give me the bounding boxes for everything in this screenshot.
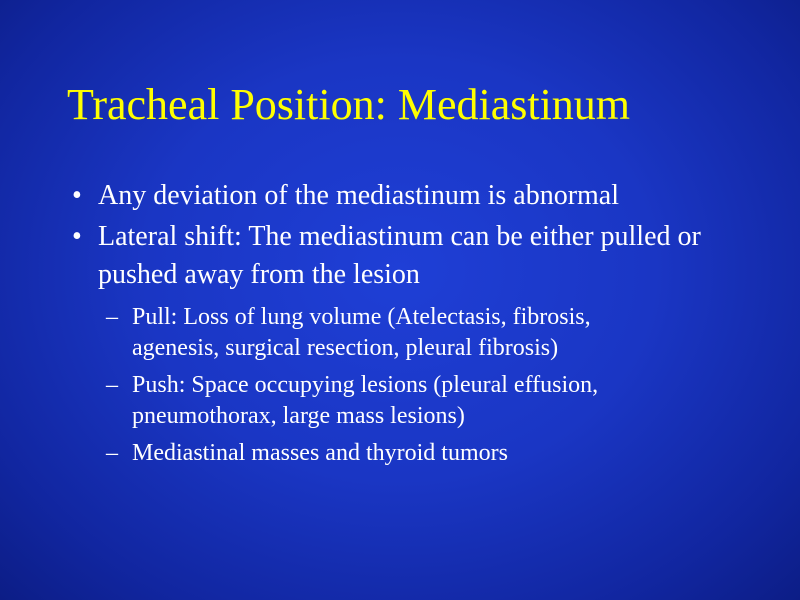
- bullet-item: [72, 177, 732, 215]
- sub-bullet-text: Pull: Loss of lung volume (Atelectasis, fibrosis, agenesis, surgical resection, pleural fibrosis): [132, 304, 591, 361]
- sub-bullet-text: Mediastinal masses and thyroid tumors: [132, 440, 508, 466]
- sub-bullet-item: [106, 438, 666, 469]
- sub-bullet-list: [106, 302, 666, 469]
- sub-bullet-marker: –: [106, 372, 118, 398]
- bullet-item: [72, 218, 732, 294]
- sub-bullet-marker: –: [106, 304, 118, 330]
- bullet-marker: •: [72, 221, 82, 252]
- sub-bullet-group: [72, 302, 732, 469]
- bullet-marker: •: [72, 180, 82, 211]
- bullet-list: [72, 177, 732, 475]
- sub-bullet-item: [106, 302, 666, 364]
- bullet-text: Any deviation of the mediastinum is abnormal: [98, 180, 620, 211]
- slide-title: Tracheal Position: Mediastinum: [67, 80, 631, 129]
- sub-bullet-item: [106, 370, 666, 432]
- sub-bullet-text: Push: Space occupying lesions (pleural effusion, pneumothorax, large mass lesions): [132, 372, 599, 429]
- bullet-text: Lateral shift: The mediastinum can be either pulled or pushed away from the lesion: [98, 221, 701, 290]
- sub-bullet-marker: –: [106, 440, 118, 466]
